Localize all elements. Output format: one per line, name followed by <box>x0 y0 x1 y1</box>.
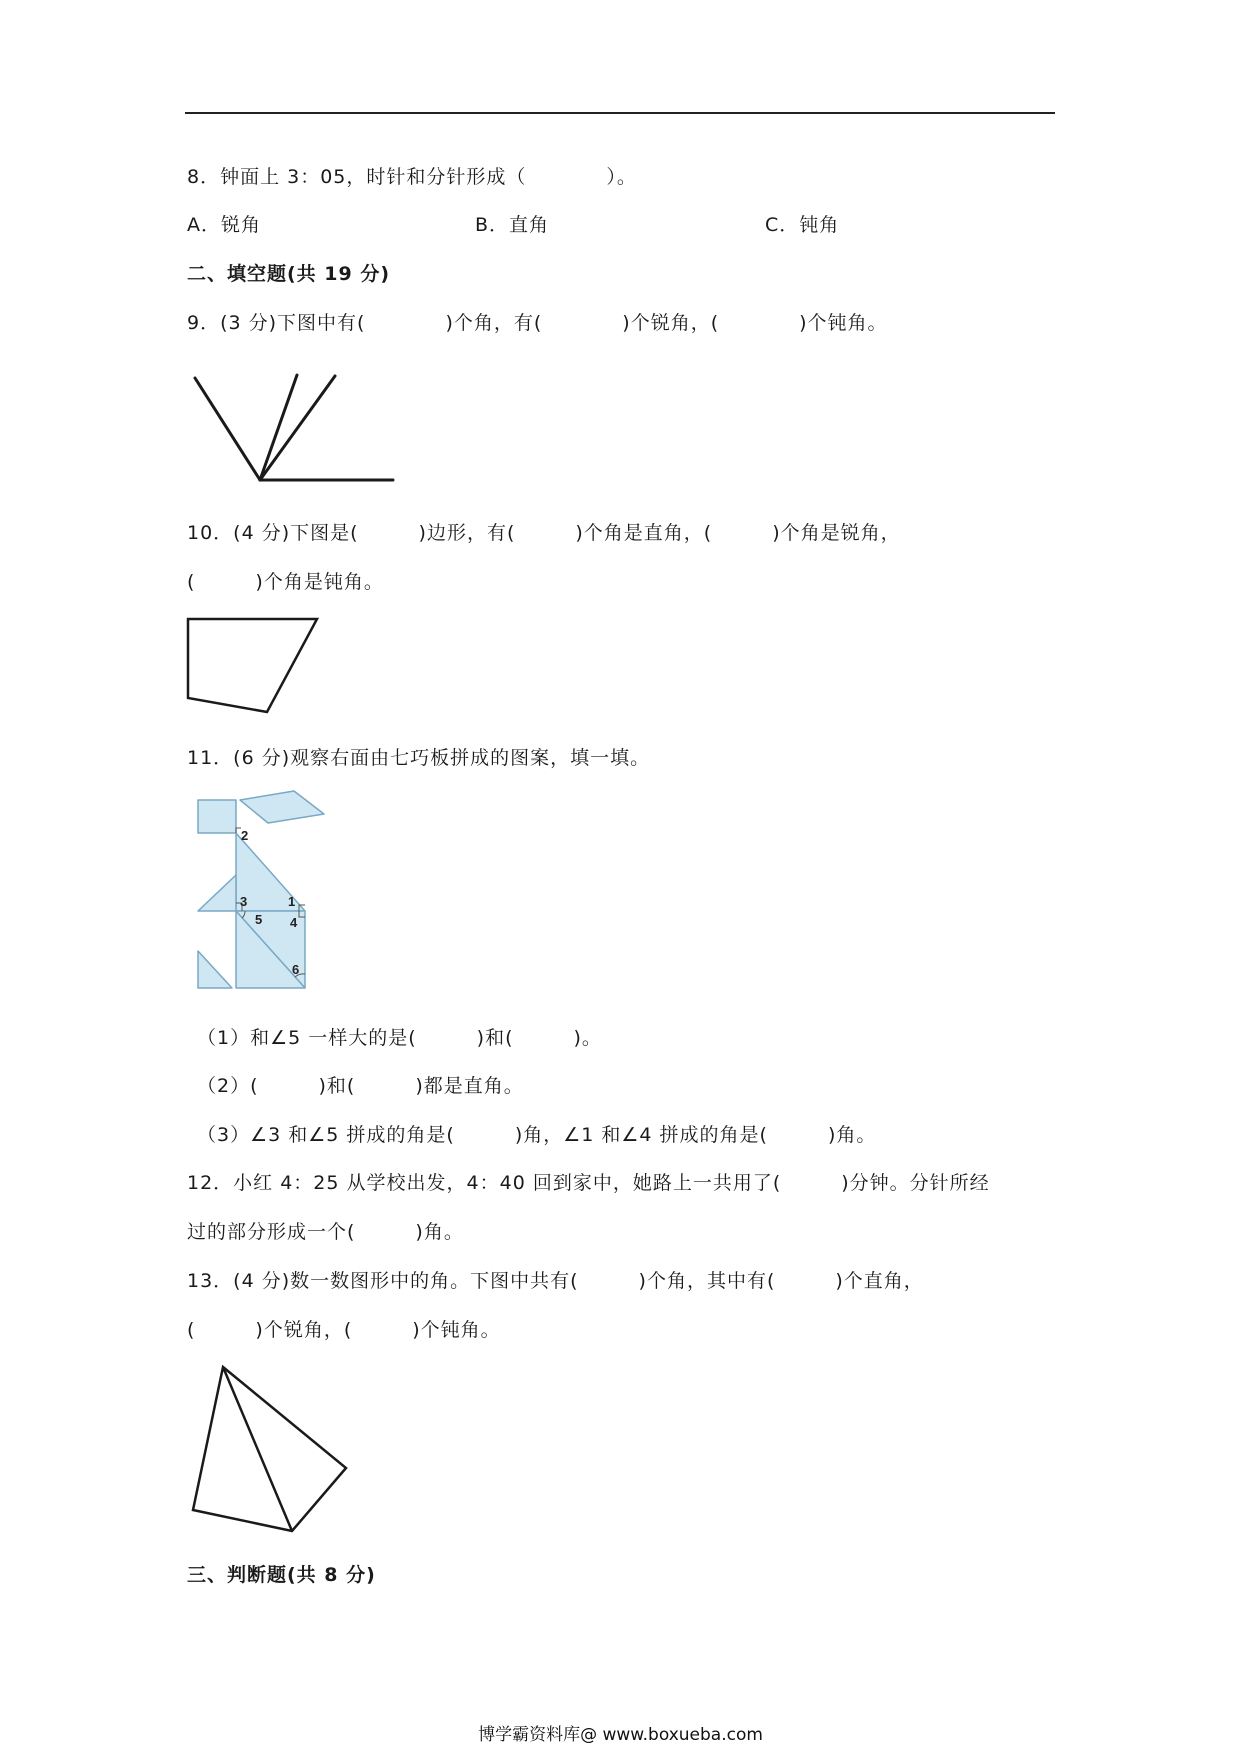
q9-ray-right <box>260 376 335 480</box>
q11-sub3: （3）∠3 和∠5 拼成的角是( )角，∠1 和∠4 拼成的角是( )角。 <box>197 1124 877 1146</box>
q12-line2: 过的部分形成一个( )角。 <box>187 1221 464 1243</box>
q9-stem: 9．(3 分)下图中有( )个角，有( )个锐角，( )个钝角。 <box>187 312 888 334</box>
label-angle-3: 3 <box>240 894 248 909</box>
label-angle-1: 1 <box>288 894 296 909</box>
header-rule <box>185 112 1055 114</box>
tangram-square <box>198 800 236 833</box>
q8-stem: 8．钟面上 3：05，时针和分针形成（ ）。 <box>187 166 637 188</box>
label-angle-4: 4 <box>290 915 298 930</box>
q13-line1: 13．(4 分)数一数图形中的角。下图中共有( )个角，其中有( )个直角， <box>187 1270 924 1292</box>
q11-sub2: （2）( )和( )都是直角。 <box>197 1075 524 1097</box>
q11-sub1: （1）和∠5 一样大的是( )和( )。 <box>197 1027 602 1049</box>
q11-tangram-figure <box>195 788 327 998</box>
q8-option-b: B．直角 <box>475 214 550 236</box>
q9-ray-middle <box>260 375 297 480</box>
section-2-heading: 二、填空题(共 19 分) <box>187 263 391 285</box>
q8-option-c: C．钝角 <box>765 214 840 236</box>
q10-line1: 10．(4 分)下图是( )边形，有( )个角是直角，( )个角是锐角， <box>187 522 901 544</box>
tangram-small-triangle-bottom <box>198 951 232 988</box>
q11-stem: 11．(6 分)观察右面由七巧板拼成的图案，填一填。 <box>187 747 651 769</box>
q8-option-a: A．锐角 <box>187 214 261 236</box>
q10-quadrilateral <box>188 619 317 712</box>
q13-triangle-figure <box>188 1362 358 1537</box>
tangram-parallelogram <box>240 791 324 823</box>
section-3-heading: 三、判断题(共 8 分) <box>187 1564 376 1586</box>
footer-watermark: 博学霸资料库@ www.boxueba.com <box>478 1725 763 1745</box>
q9-ray-left <box>195 378 260 480</box>
label-angle-5: 5 <box>255 912 263 927</box>
q13-outer-shape <box>193 1367 346 1531</box>
q10-quadrilateral-figure <box>185 616 325 718</box>
q13-diagonal <box>223 1367 292 1531</box>
q10-line2: ( )个角是钝角。 <box>187 571 384 593</box>
q12-line1: 12．小红 4：25 从学校出发，4：40 回到家中，她路上一共用了( )分钟。分针所经 <box>187 1172 990 1194</box>
label-angle-6: 6 <box>292 962 300 977</box>
q13-line2: ( )个锐角，( )个钝角。 <box>187 1319 501 1341</box>
q9-angle-figure <box>190 370 400 490</box>
tangram-small-triangle-left <box>198 875 236 911</box>
label-angle-2: 2 <box>241 828 249 843</box>
